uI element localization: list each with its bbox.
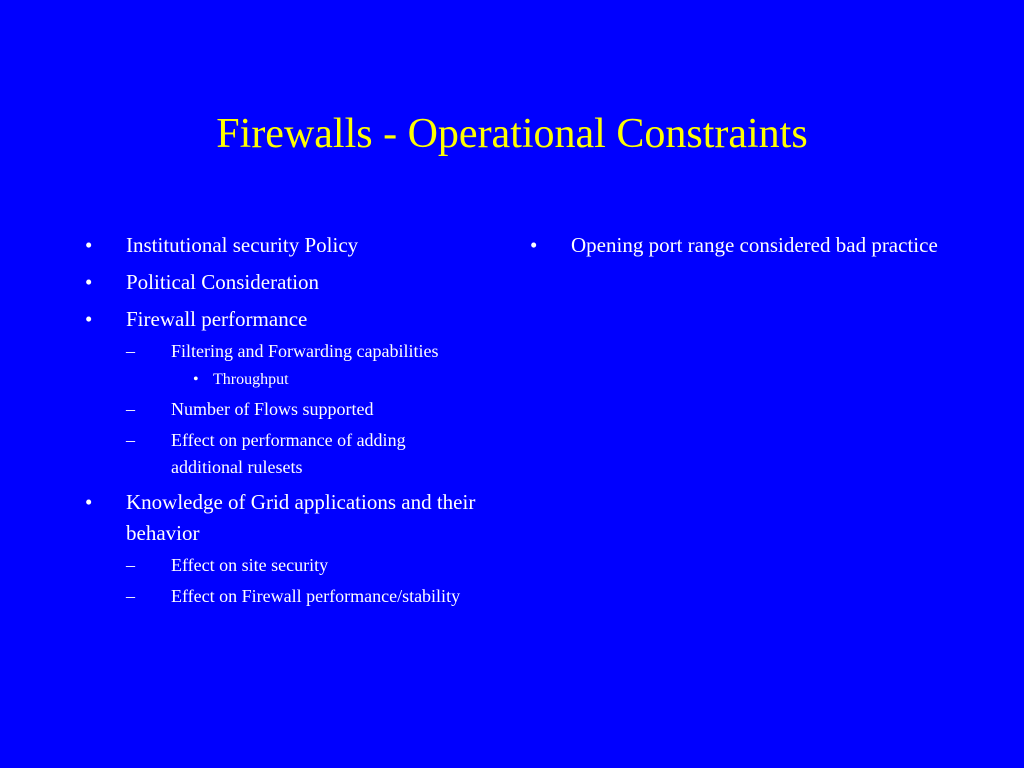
list-item bbox=[80, 487, 480, 610]
sub-list-item-text: Number of Flows supported bbox=[171, 399, 374, 419]
bullet-icon: • bbox=[85, 233, 93, 257]
right-column bbox=[525, 230, 945, 267]
sub-list-item bbox=[126, 427, 480, 481]
list-item-text: Opening port range considered bad practice bbox=[571, 233, 938, 257]
sub-list bbox=[126, 552, 480, 610]
sub-list-item-text: Effect on performance of adding additional rulesets bbox=[171, 430, 406, 477]
sub-list-item bbox=[126, 396, 480, 423]
right-bullet-list bbox=[525, 230, 945, 261]
bullet-icon: • bbox=[85, 490, 93, 514]
dash-icon: – bbox=[126, 430, 135, 450]
dash-icon: – bbox=[126, 399, 135, 419]
dash-icon: – bbox=[126, 341, 135, 361]
sub-list-item bbox=[126, 338, 480, 392]
list-item bbox=[80, 267, 480, 298]
dash-icon: – bbox=[126, 586, 135, 606]
list-item-text: Knowledge of Grid applications and their behavior bbox=[126, 490, 476, 545]
bullet-icon: • bbox=[193, 371, 199, 388]
sub-sub-list bbox=[171, 368, 480, 392]
left-bullet-list bbox=[80, 230, 480, 610]
sub-list-item-text: Filtering and Forwarding capabilities bbox=[171, 341, 439, 361]
sub-list-item-text: Effect on Firewall performance/stability bbox=[171, 586, 461, 606]
bullet-icon: • bbox=[85, 307, 93, 331]
list-item-text: Firewall performance bbox=[126, 307, 308, 331]
list-item-text: Political Consideration bbox=[126, 270, 320, 294]
bullet-icon: • bbox=[530, 233, 538, 257]
sub-list-item bbox=[126, 583, 480, 610]
dash-icon: – bbox=[126, 555, 135, 575]
sub-sub-list-item-text: Throughput bbox=[213, 371, 289, 388]
left-column bbox=[80, 230, 480, 616]
slide-title: Firewalls - Operational Constraints bbox=[216, 111, 808, 157]
list-item-text: Institutional security Policy bbox=[126, 233, 359, 257]
list-item bbox=[80, 304, 480, 481]
list-item bbox=[525, 230, 945, 261]
sub-list-item bbox=[126, 552, 480, 579]
list-item bbox=[80, 230, 480, 261]
bullet-icon: • bbox=[85, 270, 93, 294]
sub-list-item-text: Effect on site security bbox=[171, 555, 329, 575]
sub-list bbox=[126, 338, 480, 481]
sub-sub-list-item bbox=[171, 368, 480, 392]
